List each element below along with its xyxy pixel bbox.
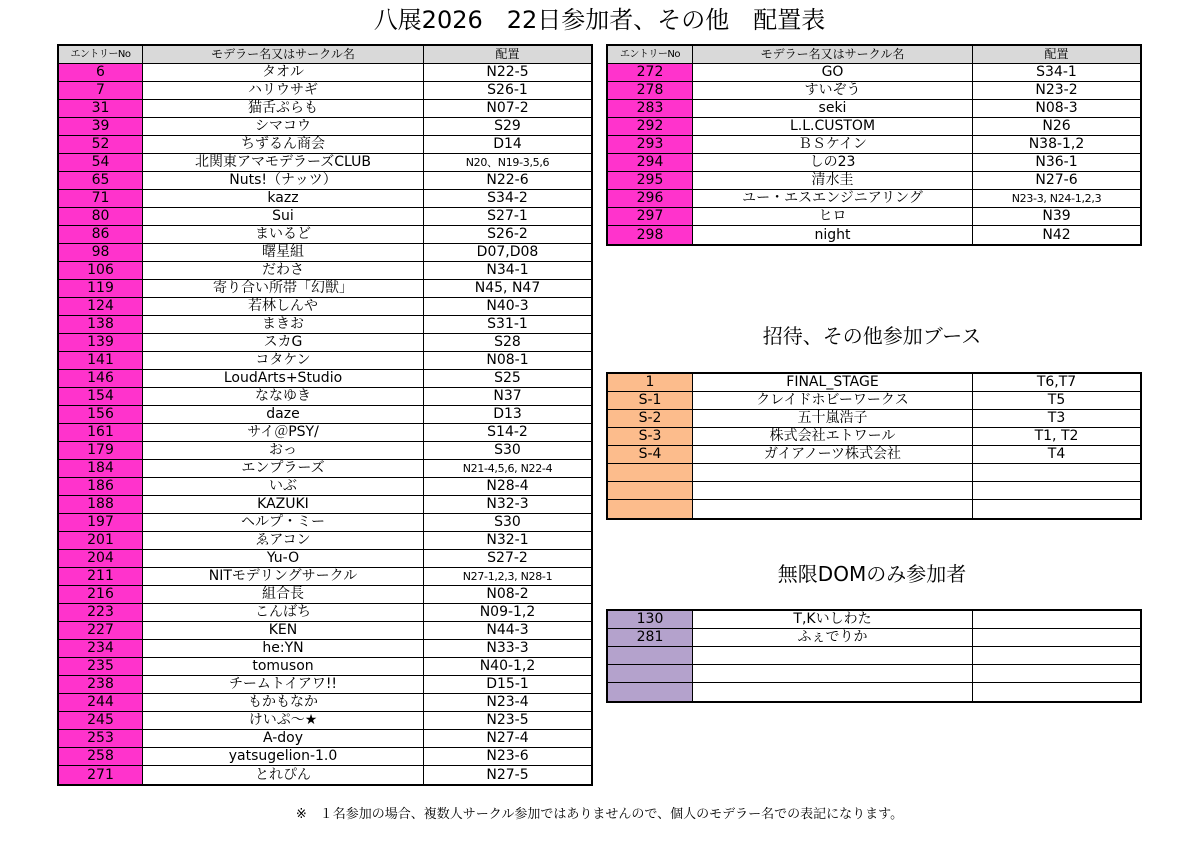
table-row [59,496,591,514]
name-cell [693,665,973,682]
entry-no-cell: 227 [59,622,143,639]
entry-no-cell: 80 [59,208,143,225]
location-cell [973,464,1140,481]
entry-no-cell: 139 [59,334,143,351]
location-cell: N27-5 [486,766,529,783]
entry-no-cell: 283 [608,100,693,117]
location-cell: N23-5 [486,712,529,728]
table-row [59,676,591,694]
header-location: 配置 [1044,47,1069,61]
name-cell: 北関東アマモデラーズCLUB [143,154,424,171]
table-row [59,568,591,586]
table-row [59,118,591,136]
location-cell: S28 [494,334,521,350]
entry-no-cell: 253 [59,730,143,747]
table-row [59,730,591,748]
entry-no-cell [608,683,693,701]
table-row [608,374,1140,392]
table-row [59,532,591,550]
table-row [608,100,1140,118]
name-cell: 猫舌ぷらも [143,100,424,117]
entry-no-cell: 298 [608,226,693,244]
table-row [59,352,591,370]
entry-no-cell: 238 [59,676,143,693]
entry-no-cell [608,464,693,481]
name-cell: yatsugelion-1.0 [143,748,424,765]
entry-no-cell: 138 [59,316,143,333]
header-name: モデラー名又はサークル名 [693,46,973,63]
location-cell [973,665,1140,682]
name-cell: daze [143,406,424,423]
table-row [59,748,591,766]
table-row [59,442,591,460]
table-row [608,82,1140,100]
table-row [59,64,591,82]
location-cell: N38-1,2 [1028,136,1085,152]
name-cell: とれぴん [143,766,424,784]
name-cell: エンプラーズ [143,460,424,477]
table-row [608,464,1140,482]
name-cell: いぶ [143,478,424,495]
header-entry-no: エントリーNo [608,46,693,63]
location-cell: D07,D08 [476,244,539,260]
name-cell: 寄り合い所帯「幻獣」 [143,280,424,297]
entry-no-cell: 271 [59,766,143,784]
entry-no-cell: 188 [59,496,143,513]
location-cell: S34-2 [487,190,528,206]
table-row [608,428,1140,446]
entry-no-cell: 296 [608,190,693,207]
name-cell: 曙星組 [143,244,424,261]
name-cell: タオル [143,64,424,81]
name-cell: Nuts!（ナッツ） [143,172,424,189]
table-row [59,244,591,262]
location-cell: S30 [494,514,521,530]
entry-no-cell [608,482,693,499]
table-row [59,154,591,172]
name-cell: 五十嵐浩子 [693,410,973,427]
entry-no-cell: 292 [608,118,693,135]
location-cell: N08-1 [486,352,529,368]
dom-section-title: 無限DOMのみ参加者 [777,562,967,586]
location-cell: N37 [493,388,522,404]
entry-no-cell: 1 [608,374,693,391]
location-cell: N45, N47 [474,280,541,296]
header-entry-no: エントリーNo [59,46,143,63]
table-header-row [608,46,1140,64]
table-row [608,226,1140,244]
entry-no-cell: 295 [608,172,693,189]
entry-no-cell: 204 [59,550,143,567]
name-cell: だわさ [143,262,424,279]
table-row [608,611,1140,629]
name-cell: しの23 [693,154,973,171]
entry-no-cell: 245 [59,712,143,729]
name-cell: チームトイアワ!! [143,676,424,693]
table-row [59,100,591,118]
entry-no-cell: 293 [608,136,693,153]
header-location: 配置 [495,47,520,61]
name-cell: コタケン [143,352,424,369]
location-cell: N08-3 [1035,100,1078,116]
table-row [59,226,591,244]
table-row [59,334,591,352]
table-row [59,622,591,640]
table-row [59,82,591,100]
header-name: モデラー名又はサークル名 [143,46,424,63]
table-row [608,118,1140,136]
entry-no-cell: 244 [59,694,143,711]
location-cell: S34-1 [1036,64,1077,80]
location-cell: N36-1 [1035,154,1078,170]
name-cell: kazz [143,190,424,207]
footnote: ※ １名参加の場合、複数人サークル参加ではありませんので、個人のモデラー名での表記になります。 [295,807,904,822]
entry-no-cell [608,647,693,664]
name-cell: A-doy [143,730,424,747]
name-cell: 組合長 [143,586,424,603]
location-cell: N27-6 [1035,172,1078,188]
entry-no-cell: 161 [59,424,143,441]
entry-no-cell: 130 [608,611,693,628]
location-cell: N40-1,2 [479,658,536,674]
entry-no-cell: 197 [59,514,143,531]
location-cell: N23-2 [1035,82,1078,98]
table-row [608,154,1140,172]
name-cell: LoudArts+Studio [143,370,424,387]
entry-no-cell: 119 [59,280,143,297]
table-header-row [59,46,591,64]
name-cell: seki [693,100,973,117]
location-cell: T5 [1047,392,1066,408]
entry-no-cell: 154 [59,388,143,405]
location-cell: N33-3 [486,640,529,656]
name-cell [693,683,973,701]
entry-no-cell: 223 [59,604,143,621]
name-cell: ＢＳケイン [693,136,973,153]
name-cell: he:YN [143,640,424,657]
location-cell: N27-4 [486,730,529,746]
name-cell: まいるど [143,226,424,243]
name-cell: ゑアコン [143,532,424,549]
name-cell [693,500,973,518]
name-cell: けいぷ〜★ [143,712,424,729]
location-cell: T6,T7 [1036,374,1077,390]
name-cell: tomuson [143,658,424,675]
location-cell: N32-1 [486,532,529,548]
entry-no-cell: 235 [59,658,143,675]
table-row [59,388,591,406]
table-row [59,550,591,568]
name-cell: 若林しんや [143,298,424,315]
table-row [59,262,591,280]
table-row [608,64,1140,82]
name-cell: Yu-O [143,550,424,567]
name-cell: KEN [143,622,424,639]
entry-no-cell: 65 [59,172,143,189]
entry-no-cell: S-2 [608,410,693,427]
table-row [59,136,591,154]
name-cell: ユー・エスエンジニアリング [693,190,973,207]
name-cell: ななゆき [143,388,424,405]
page-title: 八展2026 22日参加者、その他 配置表 [373,6,826,34]
location-cell: N44-3 [486,622,529,638]
table-row [59,604,591,622]
name-cell: Sui [143,208,424,225]
table-row [608,683,1140,701]
entry-no-cell: 272 [608,64,693,81]
location-cell [973,611,1140,628]
table-row [59,316,591,334]
entry-no-cell: 71 [59,190,143,207]
entry-no-cell [608,665,693,682]
entry-no-cell: 52 [59,136,143,153]
location-cell: T3 [1047,410,1066,426]
entry-no-cell [608,500,693,518]
entry-no-cell: 124 [59,298,143,315]
location-cell: S31-1 [487,316,528,332]
entry-no-cell: 211 [59,568,143,585]
name-cell: ふぇでりか [693,629,973,646]
name-cell: ガイアノーツ株式会社 [693,446,973,463]
location-cell: N40-3 [486,298,529,314]
name-cell: 清水圭 [693,172,973,189]
right-entry-table [606,44,1142,246]
name-cell: ちずるん商会 [143,136,424,153]
table-row [608,629,1140,647]
location-cell: N32-3 [486,496,529,512]
table-row [608,410,1140,428]
table-row [59,298,591,316]
entry-no-cell: 294 [608,154,693,171]
table-row [59,478,591,496]
location-cell: D15-1 [486,676,529,692]
entry-no-cell: 146 [59,370,143,387]
entry-no-cell: 234 [59,640,143,657]
entry-no-cell: 278 [608,82,693,99]
entry-no-cell: 184 [59,460,143,477]
location-cell [973,500,1140,518]
table-row [59,370,591,388]
name-cell: NITモデリングサークル [143,568,424,585]
location-cell: N27-1,2,3, N28-1 [462,570,553,583]
location-cell: D14 [493,136,522,152]
location-cell: N20、N19-3,5,6 [465,156,550,169]
location-cell: S27-1 [487,208,528,224]
location-cell: N21-4,5,6, N22-4 [462,462,553,475]
location-cell: S30 [494,442,521,458]
entry-no-cell: 156 [59,406,143,423]
entry-no-cell: 54 [59,154,143,171]
table-row [59,712,591,730]
table-row [59,640,591,658]
location-cell: N28-4 [486,478,529,494]
name-cell: KAZUKI [143,496,424,513]
entry-no-cell: 141 [59,352,143,369]
table-row [59,172,591,190]
location-cell [973,482,1140,499]
table-row [59,424,591,442]
location-cell: T1, T2 [1034,428,1079,444]
table-row [59,190,591,208]
location-cell: N09-1,2 [479,604,536,620]
name-cell [693,647,973,664]
dom-participant-table [606,609,1142,703]
name-cell: おっ [143,442,424,459]
name-cell: まきお [143,316,424,333]
name-cell [693,482,973,499]
location-cell: S25 [494,370,521,386]
location-cell: S27-2 [487,550,528,566]
entry-no-cell: S-1 [608,392,693,409]
table-row [59,460,591,478]
name-cell: GO [693,64,973,81]
table-row [608,392,1140,410]
location-cell: N34-1 [486,262,529,278]
location-cell [973,647,1140,664]
name-cell [693,464,973,481]
location-cell: S26-1 [487,82,528,98]
location-cell: S26-2 [487,226,528,242]
table-row [608,446,1140,464]
location-cell: N07-2 [486,100,529,116]
entry-no-cell: 297 [608,208,693,225]
entry-no-cell: 281 [608,629,693,646]
name-cell: サイ＠PSY/ [143,424,424,441]
entry-no-cell: 201 [59,532,143,549]
name-cell: L.L.CUSTOM [693,118,973,135]
table-row [608,482,1140,500]
location-cell: N22-5 [486,64,529,80]
entry-no-cell: 216 [59,586,143,603]
entry-no-cell: 31 [59,100,143,117]
name-cell: すいぞう [693,82,973,99]
location-cell: T4 [1047,446,1066,462]
entry-no-cell: 86 [59,226,143,243]
table-row [608,136,1140,154]
entry-no-cell: 186 [59,478,143,495]
table-row [59,208,591,226]
name-cell: シマコウ [143,118,424,135]
entry-no-cell: S-4 [608,446,693,463]
location-cell [973,683,1140,701]
invite-booth-table [606,372,1142,520]
table-row [59,658,591,676]
location-cell: N42 [1042,226,1071,243]
entry-no-cell: S-3 [608,428,693,445]
name-cell: もかもなか [143,694,424,711]
location-cell: N23-3, N24-1,2,3 [1011,192,1102,205]
location-cell: S14-2 [487,424,528,440]
table-row [59,406,591,424]
left-entry-table [57,44,593,786]
entry-no-cell: 7 [59,82,143,99]
name-cell: ヘルプ・ミー [143,514,424,531]
location-cell: N23-6 [486,748,529,764]
entry-no-cell: 258 [59,748,143,765]
location-cell: D13 [493,406,522,422]
location-cell: N23-4 [486,694,529,710]
location-cell [973,629,1140,646]
location-cell: N39 [1042,208,1071,224]
entry-no-cell: 179 [59,442,143,459]
entry-no-cell: 106 [59,262,143,279]
entry-no-cell: 98 [59,244,143,261]
name-cell: T,Kいしわた [693,611,973,628]
table-row [59,586,591,604]
table-row [59,766,591,784]
location-cell: N22-6 [486,172,529,188]
table-row [59,280,591,298]
table-row [608,647,1140,665]
table-row [608,665,1140,683]
name-cell: FINAL_STAGE [693,374,973,391]
name-cell: 株式会社エトワール [693,428,973,445]
name-cell: night [693,226,973,244]
name-cell: クレイドホビーワークス [693,392,973,409]
table-row [59,694,591,712]
name-cell: こんばち [143,604,424,621]
invite-section-title: 招待、その他参加ブース [762,324,982,348]
location-cell: N26 [1042,118,1071,134]
table-row [608,500,1140,518]
table-row [608,172,1140,190]
entry-no-cell: 6 [59,64,143,81]
table-row [608,190,1140,208]
name-cell: スカG [143,334,424,351]
location-cell: S29 [494,118,521,134]
entry-no-cell: 39 [59,118,143,135]
table-row [59,514,591,532]
table-row [608,208,1140,226]
location-cell: N08-2 [486,586,529,602]
name-cell: ハリウサギ [143,82,424,99]
name-cell: ヒロ [693,208,973,225]
